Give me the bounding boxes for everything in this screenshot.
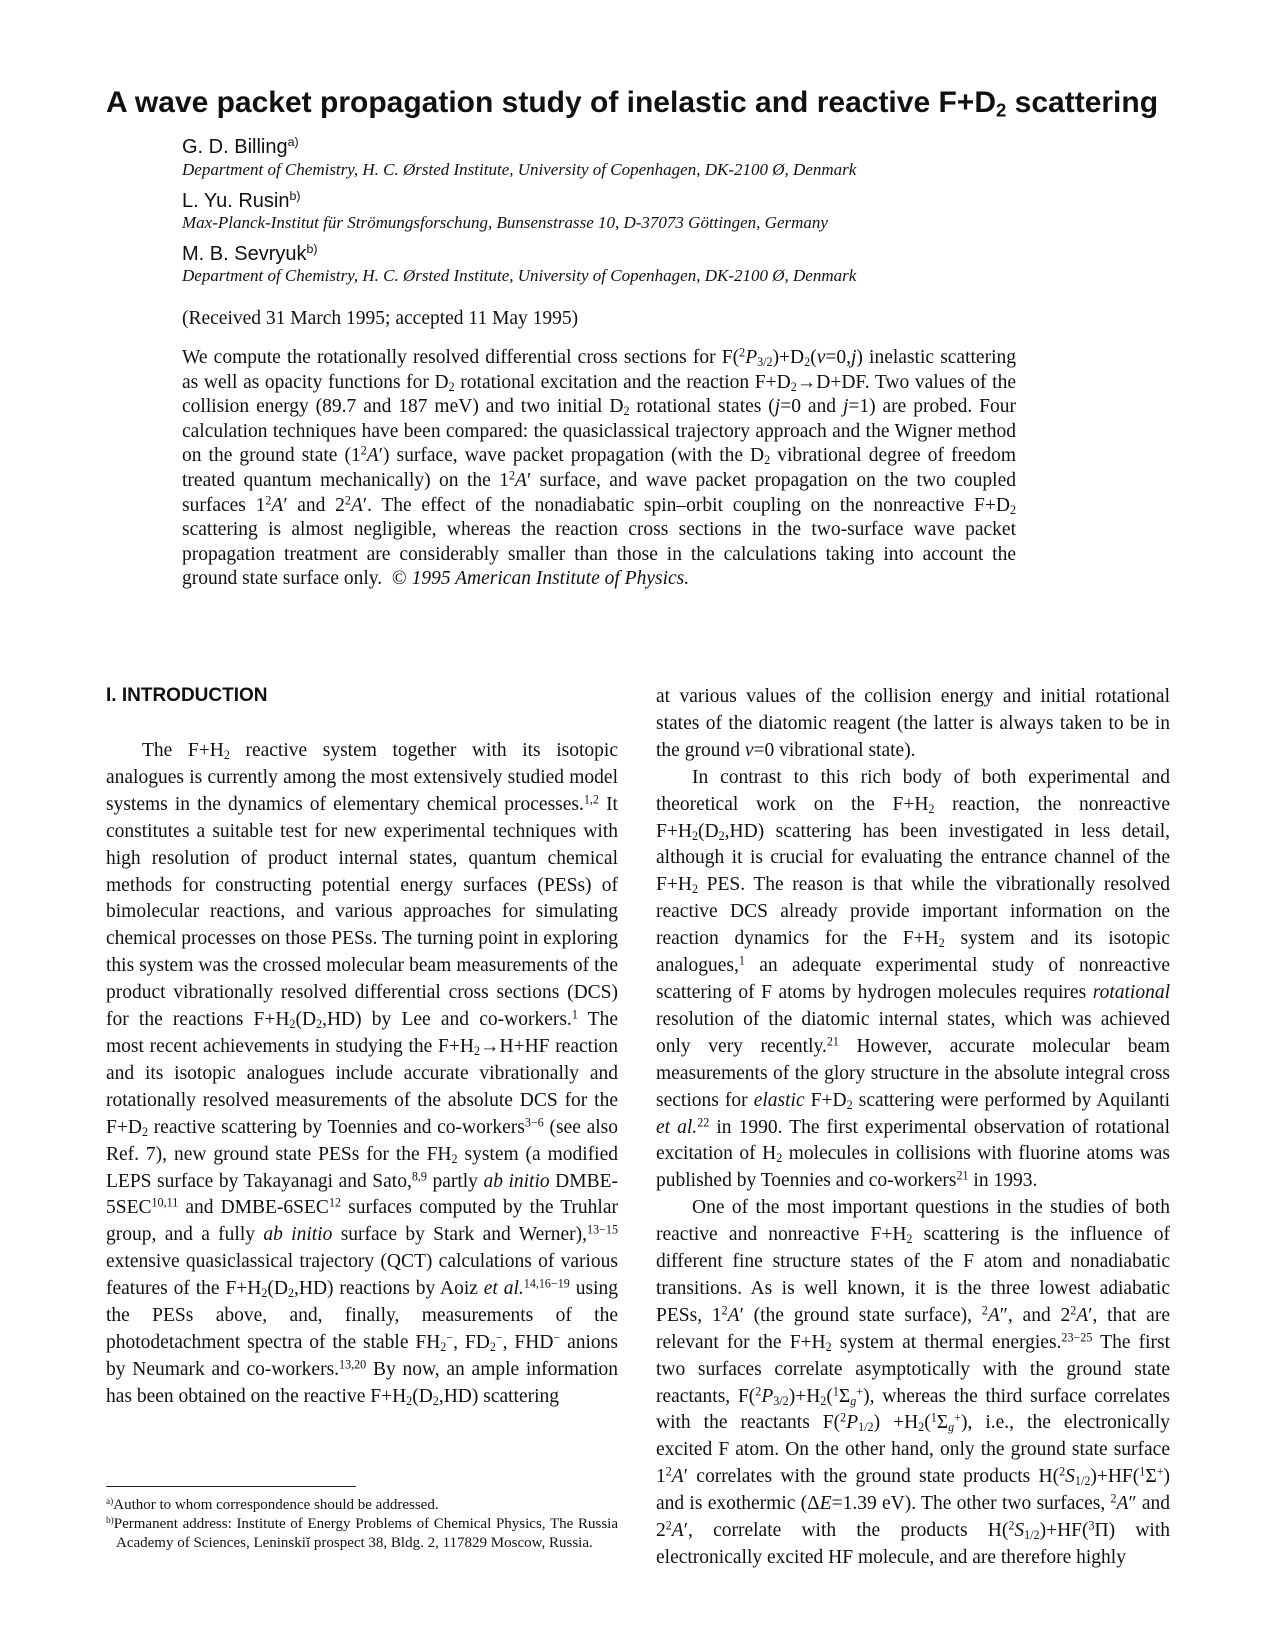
received-date: (Received 31 March 1995; accepted 11 May 1995) [182, 308, 579, 329]
footnote-rule [106, 1486, 356, 1487]
footnote: $^{b)}$Permanent address: Institute of Energy Problems of Chemical Physics, The Russia Academy of Sciences, Leninskiĭ prospect 38, Bldg. 2, 117829 Moscow, Russia. [106, 1515, 618, 1551]
body-paragraph: In contrast to this rich body of both experimental and theoretical work on the $F+H_2$ reaction, the nonreactive $F+H_2(D_2,HD)$ scattering has been investigated in less detail, although it is crucial for evaluating the entrance channel of the $F+H_2$ PES. The reason is that while the vibrationally resolved reactive DCS already provide important information on the reaction dynamics for the $F+H_2$ system and its isotopic analogues,$^1$ an adequate experimental study of nonreactive scattering of F atoms by hydrogen molecules requires rotational resolution of the diatomic internal states, which was achieved only very recently.$^{21}$ However, accurate molecular beam measurements of the glory structure in the absolute integral cross sections for elastic $F+D_2$ scattering were performed by Aquilanti et al.$^{22}$ in 1990. The first experimental observation of rotational excitation of $H_2$ molecules in collisions with fluorine atoms was published by Toennies and co-workers$^{21}$ in 1993. [656, 766, 1170, 1192]
right-column [656, 684, 1170, 1572]
author-name: M. B. Sevryuk$^{b)}$ [182, 242, 318, 265]
body-paragraph: at various values of the collision energy and initial rotational states of the diatomic reagent (the latter is always taken to be in the ground v=0 vibrational state). [656, 686, 1170, 761]
body-paragraph: One of the most important questions in the studies of both reactive and nonreactive $F+H_2$ scattering is the influence of different fine structure states of the F atom and nonadiabatic transitions. As is well known, it is the three lowest adiabatic PESs, $1^2A'$ (the ground state surface), $^2$A″, and $2^2A'$, that are relevant for the $F+H_2$ system at thermal energies.$^{23-25}$ The first two surfaces correlate asymptotically with the ground state reactants, $F(^2P_{3/2})+H_2(^1\Sigma_g^+)$, whereas the third surface correlates with the reactants $F(^2P_{1/2}) +H_2(^1\Sigma_g^+)$, i.e., the electronically excited F atom. On the other hand, only the ground state surface $1^2A'$ correlates with the ground state products $H(^2S_{1/2})+HF(^1\Sigma^+)$ and is exothermic (ΔE=1.39 eV). The other two surfaces, $^2$A″ and $2^2A'$, correlate with the products $H(^2S_{1/2})+HF(^3\Pi)$ with electronically excited HF molecule, and are therefore highly [656, 1197, 1171, 1568]
author-affiliation: Department of Chemistry, H. C. Ørsted Institute, University of Copenhagen, DK-2100 Ø, Denmark [182, 160, 857, 179]
author-name: G. D. Billing$^{a)}$ [182, 135, 299, 158]
section-heading: I. INTRODUCTION [106, 685, 268, 706]
paper-title: A wave packet propagation study of inelastic and reactive $F+D_2$ scattering [106, 86, 1159, 121]
body-paragraph: The $F+H_2$ reactive system together with its isotopic analogues is currently among the most extensively studied model systems in the dynamics of elementary chemical processes.$^{1,2}$ It constitutes a suitable test for new experimental techniques with high resolution of product internal states, quantum chemical methods for constructing potential energy surfaces (PESs) of bimolecular reactions, and various approaches for simulating chemical processes on those PESs. The turning point in exploring this system was the crossed molecular beam measurements of the product vibrationally resolved differential cross sections (DCS) for the reactions $F+H_2(D_2,HD)$ by Lee and co-workers.$^1$ The most recent achievements in studying the $F+H_2\to H+HF$ reaction and its isotopic analogues include accurate vibrationally and rotationally resolved measurements of the absolute DCS for the $F+D_2$ reactive scattering by Toennies and co-workers$^{3-6}$ (see also Ref. 7), new ground state PESs for the $FH_2$ system (a modified LEPS surface by Takayanagi and Sato,$^{8,9}$ partly ab initio DMBE-5SEC$^{10,11}$ and DMBE-6SEC$^{12}$ surfaces computed by the Truhlar group, and a fully ab initio surface by Stark and Werner),$^{13-15}$ extensive quasiclassical trajectory (QCT) calculations of various features of the $F+H_2(D_2,HD)$ reactions by Aoiz et al.$^{14,16-19}$ using the PESs above, and, finally, measurements of the photodetachment spectra of the stable $FH_2^-$, $FD_2^-$, FHD− anions by Neumark and co-workers.$^{13,20}$ By now, an ample information has been obtained on the reactive $F+H_2(D_2,HD)$ scattering [106, 740, 619, 1408]
abstract: We compute the rotationally resolved differential cross sections for $F(^2P_{3/2})+D_2(v=0,j)$ inelastic scattering as well as opacity functions for $D_2$ rotational excitation and the reaction $F+D_2\to D+DF$. Two values of the collision energy (89.7 and 187 meV) and two initial $D_2$ rotational states (j=0 and j=1) are probed. Four calculation techniques have been compared: the quasiclassical trajectory approach and the Wigner method on the ground state $(1^2A')$ surface, wave packet propagation (with the $D_2$ vibrational degree of freedom treated quantum mechanically) on the $1^2A'$ surface, and wave packet propagation on the two coupled surfaces $1^2A'$ and $2^2A'$. The effect of the nonadiabatic spin–orbit coupling on the nonreactive $F+D_2$ scattering is almost negligible, whereas the reaction cross sections in the two-surface wave packet propagation treatment are considerably smaller than those in the calculations taking into account the ground state surface only. © 1995 American Institute of Physics. [182, 345, 1017, 590]
footnote: $^{a)}$Author to whom correspondence should be addressed. [106, 1496, 439, 1513]
author-affiliation: Department of Chemistry, H. C. Ørsted Institute, University of Copenhagen, DK-2100 Ø, Denmark [182, 266, 857, 285]
left-column [106, 684, 618, 1411]
author-affiliation: Max-Planck-Institut für Strömungsforschung, Bunsenstrasse 10, D-37073 Göttingen, Germany [182, 213, 828, 232]
footnotes [106, 1496, 618, 1553]
author-name: L. Yu. Rusin$^{b)}$ [182, 189, 301, 212]
